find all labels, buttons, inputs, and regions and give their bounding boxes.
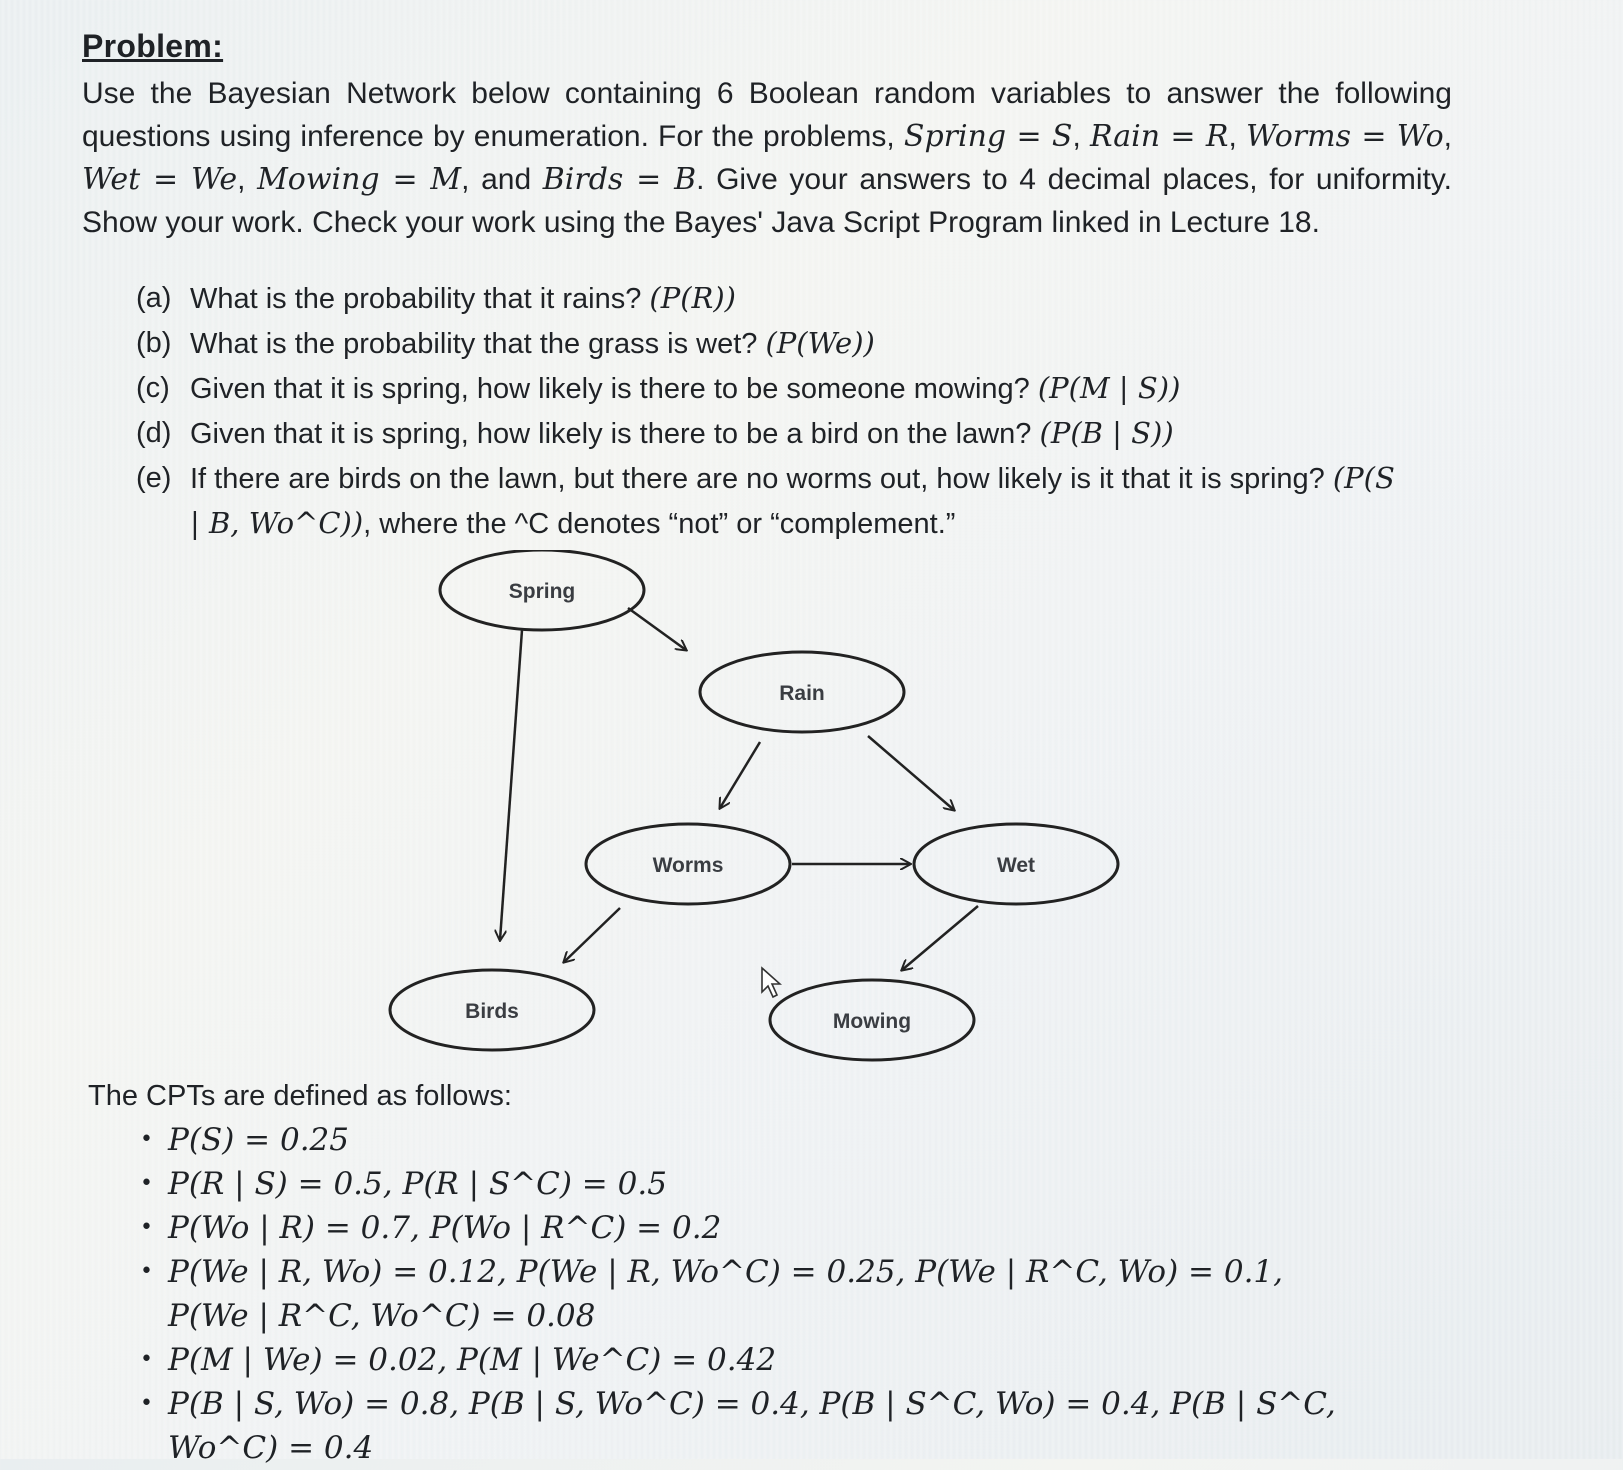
question-item (136, 321, 1396, 366)
mouse-cursor-icon (760, 966, 782, 1000)
intro-text-2: . Give your answers to 4 decimal places, for uniformity. Show your work. Check your work using the Bayes' Java Script Program linked in Lecture 18. (82, 163, 1452, 239)
question-text: Given that it is spring, how likely is there to be someone mowing? (190, 373, 1038, 405)
question-text: Given that it is spring, how likely is there to be a bird on the lawn? (190, 418, 1040, 450)
question-expr: (P(M | S)) (1037, 371, 1181, 405)
cpt-line-cont: P(We | R^C, Wo^C) = 0.08 (168, 1298, 596, 1334)
node-wet (914, 824, 1118, 904)
question-text: What is the probability that it rains? (190, 283, 650, 315)
cpt-list (140, 1118, 1440, 1470)
question-label: (c) (136, 372, 170, 404)
question-label: (a) (136, 282, 172, 314)
question-expr: (P(B | S)) (1039, 416, 1174, 450)
def-rain: Rain = R (1089, 119, 1229, 154)
cpt-item (140, 1382, 1440, 1470)
node-worms (586, 824, 790, 904)
node-spring (440, 550, 644, 630)
question-item (136, 276, 1396, 321)
question-label: (d) (136, 417, 172, 449)
cpt-line: P(Wo | R) = 0.7, P(Wo | R^C) = 0.2 (168, 1210, 722, 1246)
cpt-item (140, 1118, 1440, 1162)
def-birds: Birds = B (542, 162, 697, 197)
question-item (136, 411, 1396, 456)
edge-rain-wet (868, 736, 954, 810)
cpt-line: P(S) = 0.25 (168, 1122, 349, 1158)
question-item (136, 456, 1396, 546)
intro-sep: , (1072, 120, 1090, 153)
question-expr: (P(S | B, Wo^C)) (190, 461, 1395, 540)
problem-intro (82, 72, 1452, 244)
question-expr: (P(R)) (649, 281, 736, 315)
cpt-item (140, 1338, 1440, 1382)
node-label: Mowing (832, 1010, 912, 1033)
edge-wet-mowing (902, 906, 978, 970)
intro-text-1: Use the Bayesian Network below containing 6 Boolean random variables to answer the following questions using inference by enumeration. For the problems, (82, 77, 1452, 153)
edge-spring-rain (628, 608, 686, 650)
question-text: If there are birds on the lawn, but there are no worms out, how likely is it that it is spring? (190, 463, 1333, 495)
def-spring: Spring = S (903, 119, 1073, 154)
question-list (136, 276, 1396, 546)
question-expr: (P(We)) (765, 326, 875, 360)
question-label: (b) (136, 327, 172, 359)
node-label: Spring (508, 580, 576, 603)
node-mowing (770, 980, 974, 1060)
edge-worms-birds (564, 908, 620, 962)
question-tail: , where the ^C denotes “not” or “complement.” (363, 508, 956, 540)
edge-spring-birds (500, 630, 522, 940)
node-label: Wet (996, 854, 1036, 877)
node-label: Birds (465, 1000, 519, 1023)
edge-rain-worms (720, 742, 760, 808)
question-label: (e) (136, 462, 172, 494)
question-item (136, 366, 1396, 411)
question-text: What is the probability that the grass is wet? (190, 328, 766, 360)
def-wet: Wet = We (82, 162, 238, 197)
cpt-line: P(B | S, Wo) = 0.8, P(B | S, Wo^C) = 0.4, P(B | S^C, Wo) = 0.4, P(B | S^C, Wo^C) = 0.4 (168, 1386, 1336, 1466)
intro-sep: , (1228, 120, 1246, 153)
def-worms: Worms = Wo (1245, 119, 1444, 154)
node-label: Rain (779, 682, 825, 705)
cpt-line: P(M | We) = 0.02, P(M | We^C) = 0.42 (168, 1342, 777, 1378)
node-rain (700, 652, 904, 732)
cpt-line: P(We | R, Wo) = 0.12, P(We | R, Wo^C) = 0.25, P(We | R^C, Wo) = 0.1, (168, 1254, 1284, 1290)
node-birds (390, 970, 594, 1050)
intro-sep: , and (461, 163, 543, 196)
node-label: Worms (652, 854, 724, 877)
cpt-item (140, 1162, 1440, 1206)
intro-sep: , (1443, 120, 1453, 153)
cpt-item (140, 1206, 1440, 1250)
cpt-line: P(R | S) = 0.5, P(R | S^C) = 0.5 (168, 1166, 667, 1202)
cpt-item (140, 1250, 1440, 1338)
problem-heading: Problem: (82, 28, 224, 64)
cpt-heading: The CPTs are defined as follows: (88, 1080, 512, 1112)
intro-sep: , (237, 163, 258, 196)
def-mowing: Mowing = M (257, 162, 462, 197)
